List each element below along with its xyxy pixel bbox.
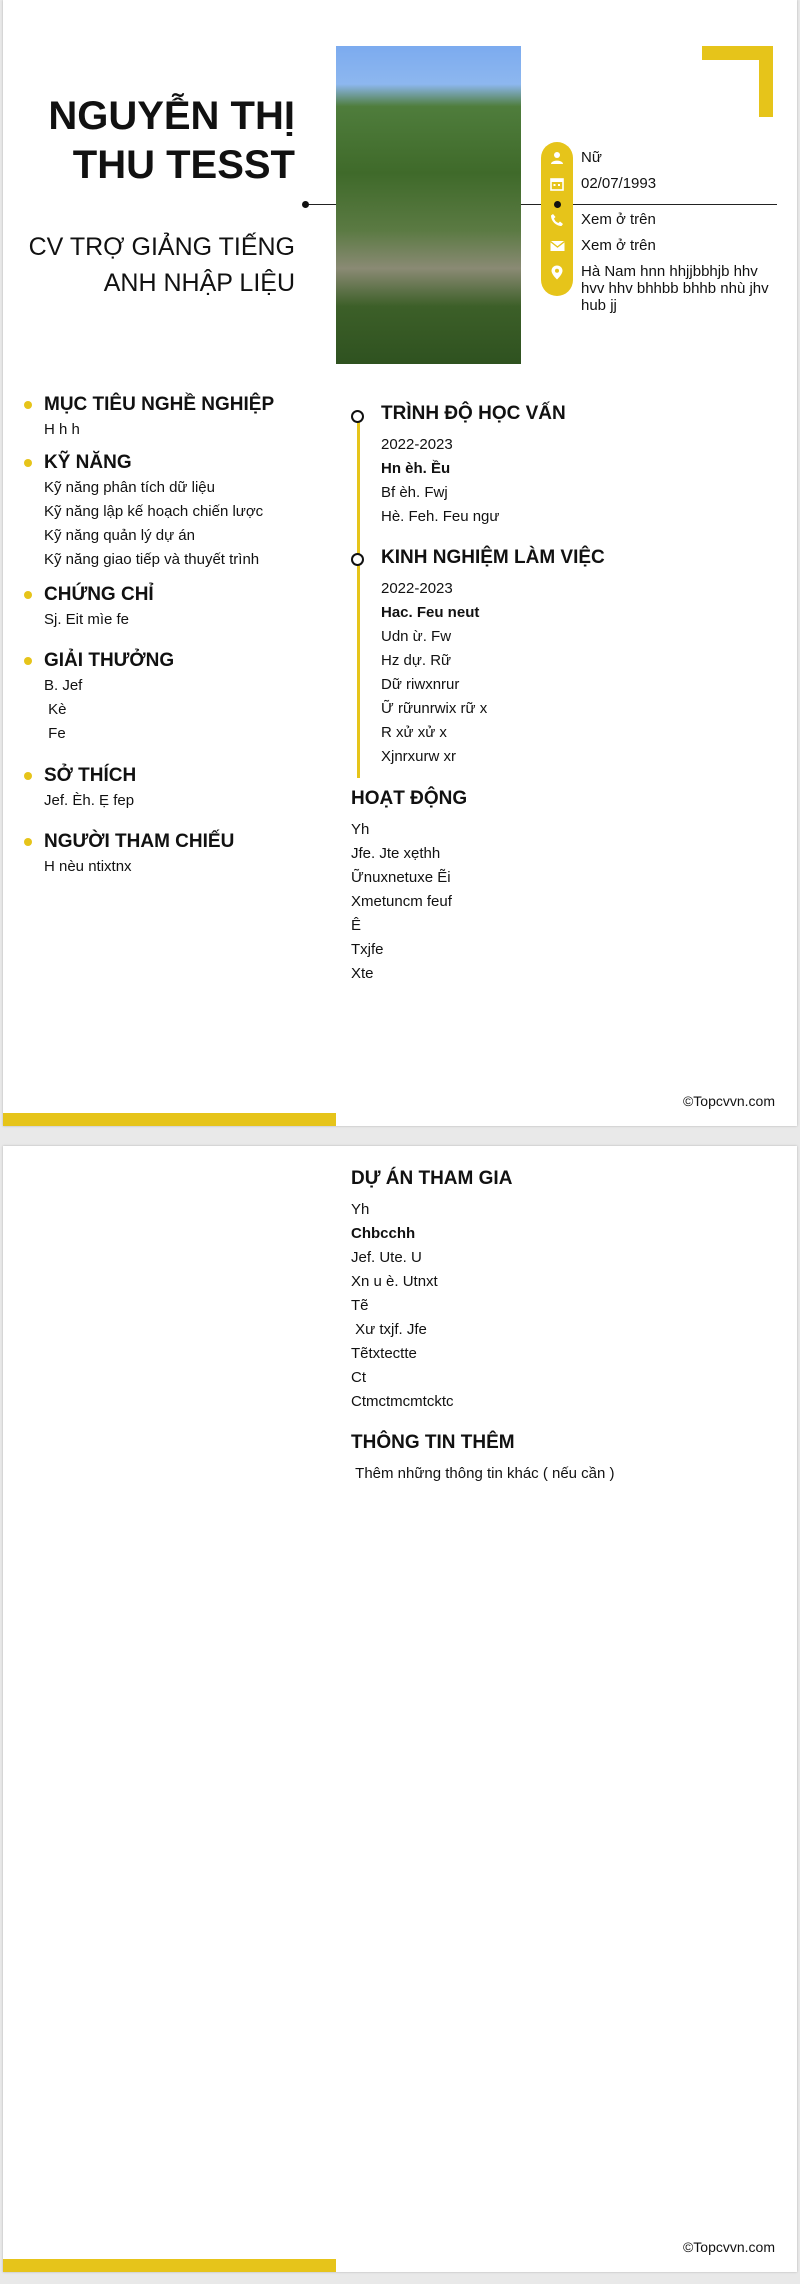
connector-line-left	[305, 204, 336, 205]
experience-line: Ữ rữunrwix rữ x	[381, 700, 488, 717]
education-school: Hn èh. Ều	[381, 460, 451, 477]
section-title: MỤC TIÊU NGHỀ NGHIỆP	[44, 394, 275, 415]
project-line: Xn u è. Utnxt	[351, 1273, 438, 1290]
section-title: KINH NGHIỆM LÀM VIỆC	[381, 547, 605, 568]
profile-photo	[336, 46, 521, 364]
person-icon	[541, 146, 573, 170]
email-icon	[541, 234, 573, 258]
hobbies-text: Jef. Èh. Ẹ fep	[44, 792, 135, 809]
activity-line: Txjfe	[351, 941, 384, 958]
experience-company: Hac. Feu neut	[381, 604, 480, 621]
section-projects	[351, 1166, 771, 1414]
project-line: Tẽtxtectte	[351, 1345, 417, 1362]
location-icon	[541, 260, 573, 284]
section-title: SỞ THÍCH	[44, 765, 137, 786]
section-certificates	[24, 582, 334, 632]
award-line: Fe	[44, 725, 66, 742]
section-title: KỸ NĂNG	[44, 452, 132, 473]
project-line: Jef. Ute. U	[351, 1249, 422, 1266]
project-line: Ctmctmcmtcktc	[351, 1393, 454, 1410]
experience-line: Udn ừ. Fw	[381, 628, 452, 645]
education-line: Bf èh. Fwj	[381, 484, 448, 501]
contact-gender: Nữ	[581, 149, 602, 166]
connector-line-right	[573, 204, 777, 205]
corner-decoration	[702, 46, 773, 117]
job-line-2: ANH NHẬP LIỆU	[103, 269, 295, 297]
references-text: H nèu ntixtnx	[44, 858, 132, 875]
activity-line: Xmetuncm feuf	[351, 893, 452, 910]
skill-item: Kỹ năng lập kế hoạch chiến lược	[44, 503, 264, 520]
section-awards	[24, 648, 334, 746]
section-skills	[24, 450, 334, 572]
footer-brand: ©Topcvvn.com	[682, 1093, 775, 1109]
contact-phone: Xem ở trên	[581, 211, 656, 228]
section-experience	[381, 545, 781, 769]
activity-line: Ê	[351, 917, 362, 934]
cv-page-1	[3, 0, 797, 1126]
section-references	[24, 829, 334, 879]
section-more-info	[351, 1430, 771, 1486]
connector-dot-right	[554, 201, 561, 208]
section-hobbies	[24, 763, 334, 813]
activity-line: Xte	[351, 965, 374, 982]
section-title: NGƯỜI THAM CHIẾU	[44, 831, 235, 852]
project-name: Chbcchh	[351, 1225, 416, 1242]
footer-brand: ©Topcvvn.com	[682, 2239, 775, 2255]
bullet-dot	[24, 591, 32, 599]
footer-accent-bar	[3, 2259, 336, 2272]
name-line-2: THU TESST	[72, 143, 295, 187]
education-period: 2022-2023	[381, 436, 453, 453]
objective-text: H h h	[44, 421, 80, 438]
timeline-marker	[351, 553, 364, 566]
experience-line: Dữ riwxnrur	[381, 676, 460, 693]
section-title: HOẠT ĐỘNG	[351, 788, 468, 809]
contact-address: Hà Nam hnn hhjjbbhjb hhv hvv hhv bhhbb bhhb nhù jhv hub jj	[581, 263, 769, 314]
candidate-name	[23, 92, 295, 190]
section-title: GIẢI THƯỞNG	[44, 650, 175, 671]
experience-line: R xử xử x	[381, 724, 447, 741]
section-activities	[351, 786, 771, 986]
award-line: B. Jef	[44, 677, 83, 694]
project-line: Xư txjf. Jfe	[351, 1321, 427, 1338]
contact-birthdate: 02/07/1993	[581, 175, 657, 192]
activity-line: Yh	[351, 821, 370, 838]
education-line: Hè. Feh. Feu ngư	[381, 508, 500, 525]
section-title: DỰ ÁN THAM GIA	[351, 1168, 513, 1189]
timeline-line	[357, 420, 360, 778]
project-line: Ct	[351, 1369, 366, 1386]
bullet-dot	[24, 459, 32, 467]
bullet-dot	[24, 838, 32, 846]
skill-item: Kỹ năng phân tích dữ liệu	[44, 479, 215, 496]
contact-icon-bar	[541, 142, 573, 296]
timeline-marker	[351, 410, 364, 423]
contact-email: Xem ở trên	[581, 237, 656, 254]
certificate-text: Sj. Eit mìe fe	[44, 611, 130, 628]
section-objective	[24, 392, 334, 442]
experience-line: Hz dự. Rữ	[381, 652, 452, 669]
bullet-dot	[24, 401, 32, 409]
phone-icon	[541, 208, 573, 232]
cv-page-2	[3, 1146, 797, 2272]
skill-item: Kỹ năng giao tiếp và thuyết trình	[44, 551, 260, 568]
section-title: CHỨNG CHỈ	[44, 584, 154, 605]
more-info-text: Thêm những thông tin khác ( nếu cần )	[351, 1465, 615, 1482]
bullet-dot	[24, 657, 32, 665]
skill-item: Kỹ năng quản lý dự án	[44, 527, 195, 544]
section-education	[381, 401, 781, 529]
activity-line: Jfe. Jte xẹthh	[351, 845, 441, 862]
award-line: Kè	[44, 701, 67, 718]
connector-line-mid	[521, 204, 541, 205]
experience-line: Xjnrxurw xr	[381, 748, 457, 765]
project-line: Yh	[351, 1201, 370, 1218]
section-title: TRÌNH ĐỘ HỌC VẤN	[381, 403, 566, 424]
calendar-icon	[541, 172, 573, 196]
project-line: Tẽ	[351, 1297, 369, 1314]
section-title: THÔNG TIN THÊM	[351, 1432, 515, 1453]
job-title	[23, 229, 295, 301]
name-line-1: NGUYỄN THỊ	[48, 94, 295, 138]
footer-accent-bar	[3, 1113, 336, 1126]
activity-line: Ữnuxnetuxe Ẽi	[351, 869, 451, 886]
connector-dot-left	[302, 201, 309, 208]
experience-period: 2022-2023	[381, 580, 453, 597]
job-line-1: CV TRỢ GIẢNG TIẾNG	[28, 233, 295, 261]
bullet-dot	[24, 772, 32, 780]
